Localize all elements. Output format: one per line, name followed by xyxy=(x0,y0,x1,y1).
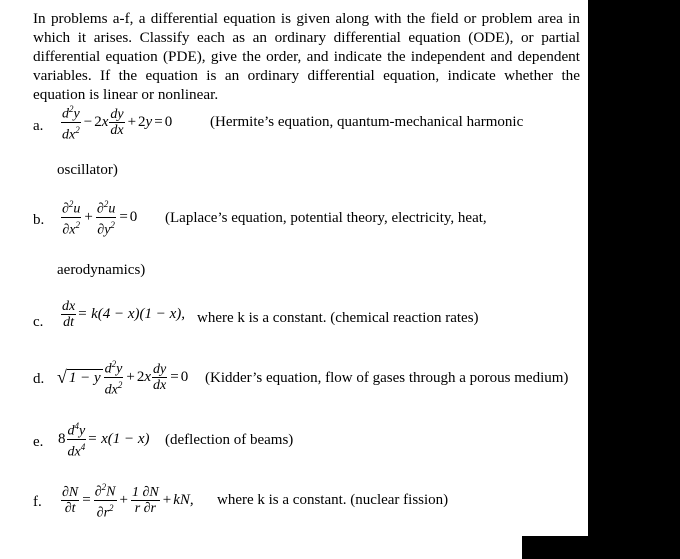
item-c-equation: $\frac{dx}{dt}$ = k(4 − x)(1 − x), xyxy=(62,299,186,330)
item-e-equation-tail: = x(1 − x) xyxy=(87,430,150,447)
item-a-letter: a. xyxy=(33,118,44,134)
item-f-description: where k is a constant. (nuclear fission) xyxy=(217,492,449,508)
item-b-description: (Laplace’s equation, potential theory, electricity, heat, xyxy=(165,210,487,226)
item-b-continuation: aerodynamics) xyxy=(57,262,146,278)
item-b-letter: b. xyxy=(33,212,45,228)
item-c-letter: c. xyxy=(33,314,44,330)
item-c-equation-tail: = k(4 − x)(1 − x), xyxy=(77,306,186,322)
item-e-equation: 8 $\frac{d^4y}{dx^4}$ = x(1 − x) xyxy=(58,421,150,460)
item-b-equation: $\frac{\partial^2u}{\partial x^2}$ + $\frac{\partial^2u}{\partial y^2}$ = 0 xyxy=(62,199,138,238)
item-a-description: (Hermite’s equation, quantum-mechanical harmonic xyxy=(210,114,524,130)
problem-intro: In problems a-f, a differential equation is given along with the field or problem area in which it arises. Classify each as an ordinary differential equation (ODE), or partial differential equation (PDE), give the order, and indicate the independent and dependent variables. If the equation is an ordinary differential equation, indicate whether the equation is linear or nonlinear. xyxy=(33,10,580,103)
item-f-equation: $\frac{\partial N}{\partial t}$ = $\frac{\partial^2N}{\partial r^2}$ + $\frac{1 \partial N}{r \partial r}$ + kN, xyxy=(62,482,194,521)
item-e-description: (deflection of beams) xyxy=(165,432,294,448)
black-margin-bottom xyxy=(522,536,592,559)
item-f-letter: f. xyxy=(33,494,42,510)
black-margin-right xyxy=(588,0,680,559)
item-c-description: where k is a constant. (chemical reaction rates) xyxy=(197,310,479,326)
item-d-letter: d. xyxy=(33,371,45,387)
item-a-continuation: oscillator) xyxy=(57,162,118,178)
item-a-equation: $\frac{d^2y}{dx^2}$ − 2 x $\frac{dy}{dx}$ + 2 y = 0 xyxy=(62,104,173,143)
item-d-description: (Kidder’s equation, flow of gases through a porous medium) xyxy=(205,370,569,386)
item-d-equation: √ 1 − y $\frac{d^2y}{dx^2}$ + 2 x $\frac{dy}{dx}$ = 0 xyxy=(57,359,189,398)
item-e-letter: e. xyxy=(33,434,44,450)
